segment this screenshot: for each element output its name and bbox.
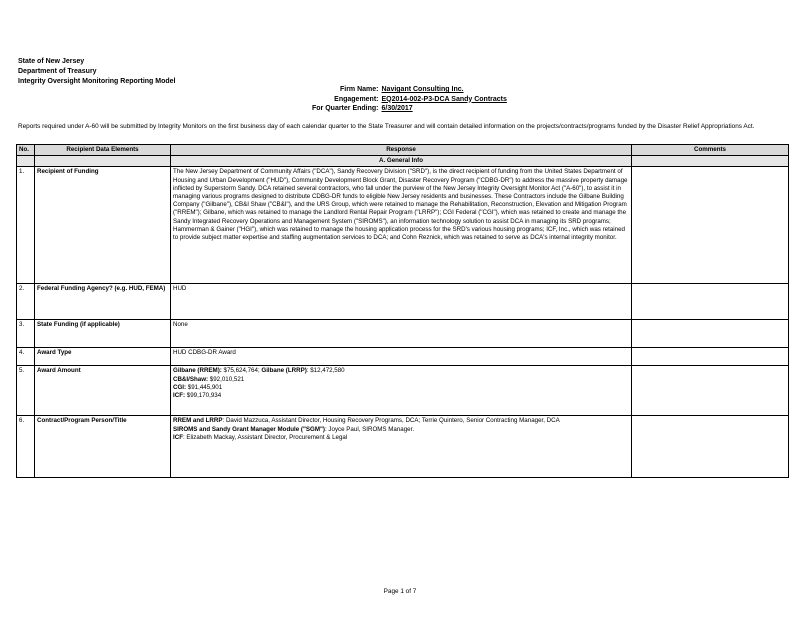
row-number: 3. (17, 320, 35, 348)
row-label: State Funding (if applicable) (35, 320, 171, 348)
organization-header (18, 57, 176, 87)
col-no-header: No. (17, 145, 35, 156)
cgi-label: CGI: (173, 383, 187, 391)
table-row (17, 416, 789, 478)
siroms-label: SIROMS and Sandy Grant Manager Module ("SGM") (173, 425, 325, 433)
col-comments-header: Comments (632, 145, 789, 156)
table-row (17, 320, 789, 348)
row-label: Federal Funding Agency? (e.g. HUD, FEMA) (35, 284, 171, 320)
row-comments (632, 167, 789, 284)
firm-value: Navigant Consulting Inc. (381, 86, 464, 93)
row-number: 2. (17, 284, 35, 320)
row-label: Award Type (35, 348, 171, 366)
state-name: State of New Jersey (18, 58, 85, 65)
row-comments (632, 416, 789, 478)
table-row (17, 348, 789, 366)
row-response: None (171, 320, 632, 348)
report-table (16, 144, 789, 478)
row-comments (632, 366, 789, 416)
gilbane-rrem-label: Gilbane (RREM): (173, 367, 222, 375)
icf-label: ICF: (173, 392, 186, 400)
icf-contact-value: : Elizabeth Mackay, Assistant Director, Procurement & Legal (182, 433, 348, 441)
cbi-label: CB&I/Shaw: (173, 375, 209, 383)
row-number: 4. (17, 348, 35, 366)
gilbane-lrrp-label: Gilbane (LRRP) (261, 367, 307, 375)
quarter-label: For Quarter Ending: (312, 105, 379, 112)
row-response (171, 366, 632, 416)
intro-paragraph: Reports required under A-60 will be submitted by Integrity Monitors on the first business day of each calendar quarter to the State Treasurer and will contain detailed information on the projects/contracts/programs funded by the Disaster Relief Appropriations Act. (18, 123, 755, 130)
table-row (17, 284, 789, 320)
table-row (17, 167, 789, 284)
table-header-row (17, 145, 789, 156)
row-comments (632, 320, 789, 348)
row-number: 1. (17, 167, 35, 284)
icf-contact-label: ICF (173, 433, 183, 441)
row-number: 6. (17, 416, 35, 478)
cgi-value: $91,445,901 (186, 383, 223, 391)
row-response (171, 416, 632, 478)
col-response-header: Response (171, 145, 632, 156)
section-row (17, 156, 789, 167)
col-elements-header: Recipient Data Elements (35, 145, 171, 156)
report-model-name: Integrity Oversight Monitoring Reporting Model (18, 78, 176, 85)
row-comments (632, 348, 789, 366)
icf-value: $99,170,934 (185, 392, 222, 400)
row-response: The New Jersey Department of Community Affairs ("DCA"), Sandy Recovery Division ("SRD"), is the direct recipient of funding from the United States Department of Housing and Urban Development ("HUD"), Community Development Block Grant, Disaster Recovery Program ("CDBG-DR") to address the massive property damage inflicted by Superstorm Sandy. DCA retained several contractors, who fall under the purview of the New Jersey Integrity Oversight Monitor Act ("A-60"), to assist it in managing various programs designed to distribute CDBG-DR funds to eligible New Jersey residents and businesses. These Contractors include the Gilbane Building Company ("Gilbane"), CB&I Shaw ("CB&I"), and the URS Group, which were retained to manage the Rehabilitation, Reconstruction, Elevation and Mitigation Program ("RREM"); Gilbane, which was retained to manage the Landlord Rental Repair Program ("LRRP"); CGI Federal ("CGI"), which was retained to create and manage the Sandy Integrated Recovery Operations and Management System ("SIROMS"), an information technology solution to assist DCA in managing its SRD programs; Hammerman & Gainer ("HGI"), which was retained to manage the housing application process for the SRD's various housing programs; ICF, Inc., which was retained to provide subject matter expertise and staffing augmentation services to DCA; and Cohn Reznick, which was retained to serve as DCA's internal integrity monitor. (171, 167, 632, 284)
page-number: Page 1 of 7 (383, 588, 417, 595)
row-response: HUD CDBG-DR Award (171, 348, 632, 366)
engagement-header (0, 85, 800, 114)
row-label: Contract/Program Person/Title (35, 416, 171, 478)
gilbane-rrem-value: $75,624,764; (221, 367, 262, 375)
row-number: 5. (17, 366, 35, 416)
firm-label: Firm Name: (339, 86, 379, 93)
engagement-label: Engagement: (334, 95, 379, 103)
row-label: Award Amount (35, 366, 171, 416)
row-label: Recipient of Funding (35, 167, 171, 284)
rrem-lrrp-label: RREM and LRRP (173, 417, 223, 425)
row-comments (632, 284, 789, 320)
engagement-value: EQ2014-002-P3-DCA Sandy Contracts (381, 95, 507, 103)
gilbane-lrrp-value: : $12,472,580 (306, 367, 345, 375)
department-name: Department of Treasury (18, 68, 97, 75)
rrem-lrrp-value: : David Mazzuca, Assistant Director, Housing Recovery Programs, DCA; Terrie Quintero, Senior Contracting Manager, DCA (222, 417, 560, 425)
table-row (17, 366, 789, 416)
row-response: HUD (171, 284, 632, 320)
siroms-value: : Joyce Paul, SIROMS Manager. (324, 425, 415, 433)
section-title: A. General Info (171, 156, 632, 167)
quarter-value: 6/30/2017 (381, 105, 413, 112)
cbi-value: $92,010,521 (208, 375, 245, 383)
